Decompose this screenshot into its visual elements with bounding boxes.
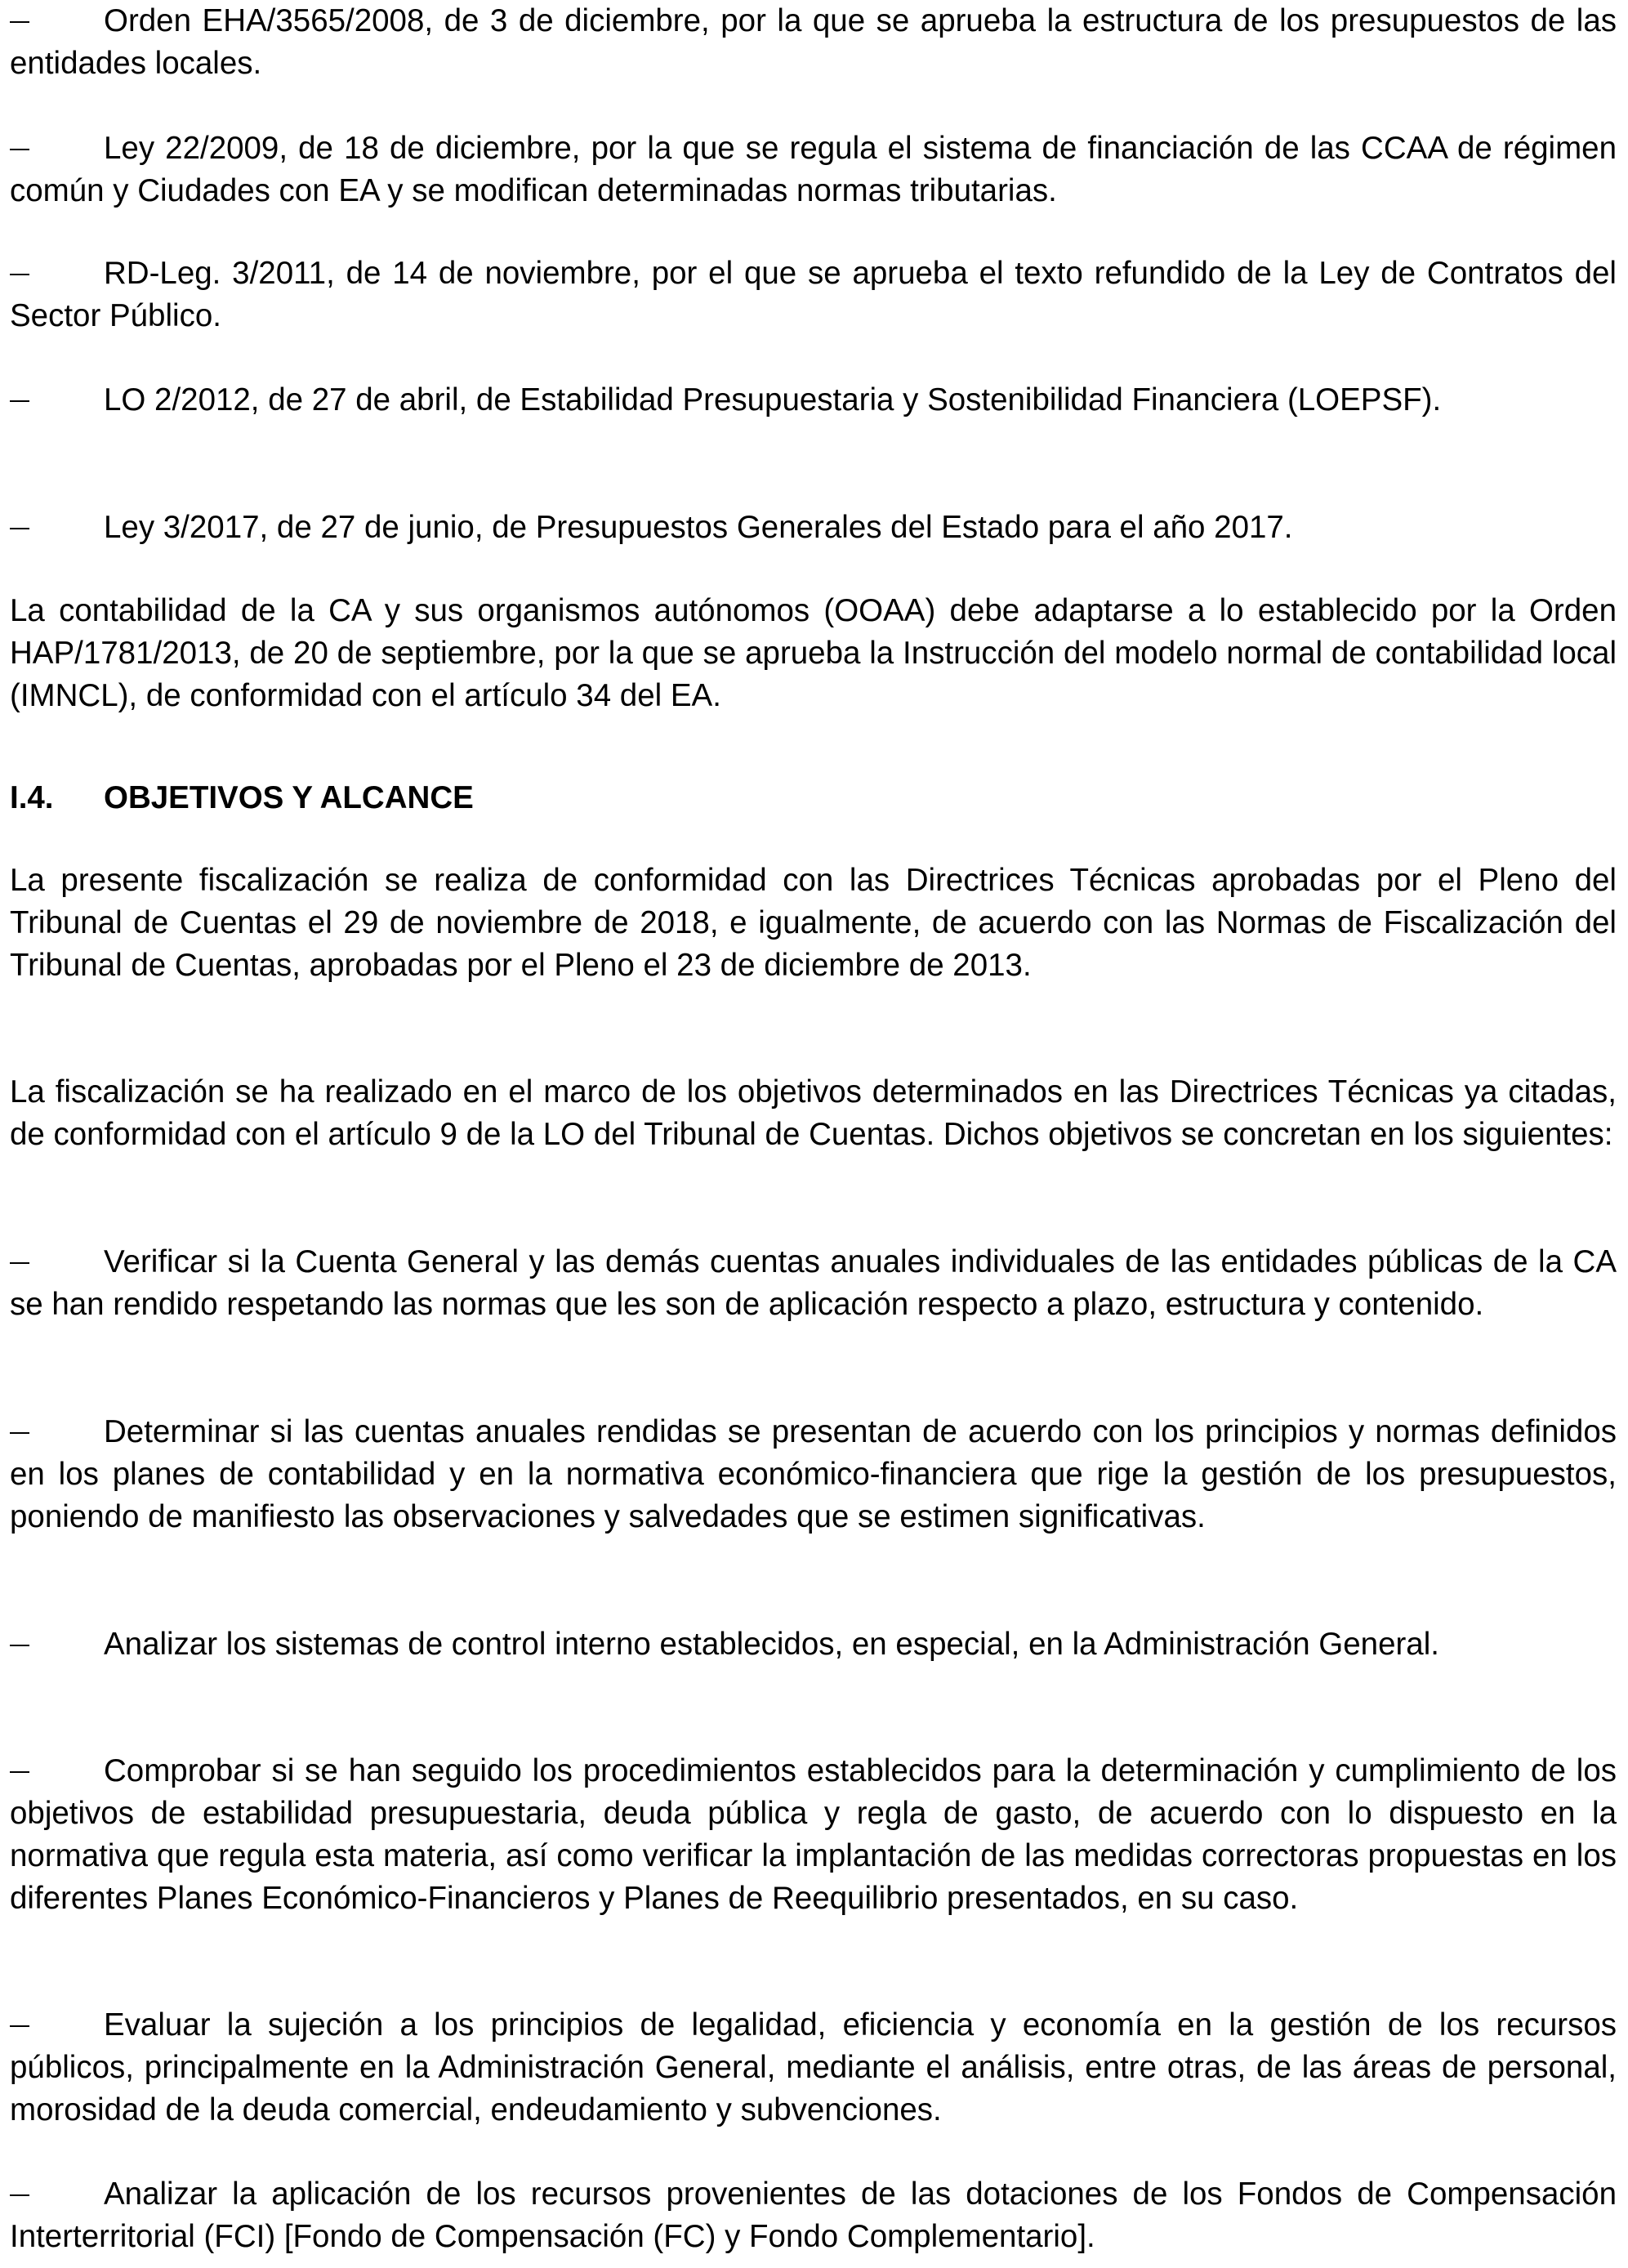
dash-bullet-icon [10,1432,29,1434]
paragraph-contabilidad: La contabilidad de la CA y sus organismos autónomos (OOAA) debe adaptarse a lo establecido por la Orden HAP/1781/2013, de 20 de septiembre, por la que se aprueba la Instrucción del modelo normal de contabilidad local (IMNCL), de conformidad con el artículo 34 del EA. [10,593,1617,713]
dash-bullet-icon [10,2025,29,2027]
paragraph-objetivos: La fiscalización se ha realizado en el marco de los objetivos determinados en las Directrices Técnicas ya citadas, de conformidad con el artículo 9 de la LO del Tribunal de Cuentas. Dichos objetivos se concretan en los siguientes: [10,1074,1617,1152]
dash-bullet-icon [10,149,29,150]
dash-bullet-icon [10,1645,29,1646]
list-item: Analizar los sistemas de control interno establecidos, en especial, en la Administración General. [10,1623,1617,1666]
dash-bullet-icon [10,274,29,275]
section-heading [10,777,1617,819]
dash-bullet-icon [10,528,29,529]
list-item: Determinar si las cuentas anuales rendidas se presentan de acuerdo con los principios y normas definidos en los planes de contabilidad y en la normativa económico-financiera que rige la gestión de los presupuestos, poniendo de manifiesto las observaciones y salvedades que se estimen significativas. [10,1414,1617,1534]
list-item: Verificar si la Cuenta General y las demás cuentas anuales individuales de las entidades públicas de la CA se han rendido respetando las normas que les son de aplicación respecto a plazo, estructura y contenido. [10,1244,1617,1322]
paragraph-fiscalizacion: La presente fiscalización se realiza de conformidad con las Directrices Técnicas aprobadas por el Pleno del Tribunal de Cuentas el 29 de noviembre de 2018, e igualmente, de acuerdo con las Normas de Fiscalización del Tribunal de Cuentas, aprobadas por el Pleno el 23 de diciembre de 2013. [10,863,1617,983]
list-item: Ley 22/2009, de 18 de diciembre, por la que se regula el sistema de financiación de las CCAA de régimen común y Ciudades con EA y se modifican determinadas normas tributarias. [10,131,1617,208]
dash-bullet-icon [10,2194,29,2196]
list-item: Orden EHA/3565/2008, de 3 de diciembre, por la que se aprueba la estructura de los presupuestos de las entidades locales. [10,3,1617,81]
section-number: I.4. [10,780,54,815]
dash-bullet-icon [10,1262,29,1264]
section-title: OBJETIVOS Y ALCANCE [104,780,474,815]
list-item: Analizar la aplicación de los recursos provenientes de las dotaciones de los Fondos de Compensación Interterritorial (FCI) [Fondo de Compensación (FC) y Fondo Complementario]. [10,2176,1617,2254]
list-item: Evaluar la sujeción a los principios de legalidad, eficiencia y economía en la gestión de los recursos públicos, principalmente en la Administración General, mediante el análisis, entre otras, de las áreas de personal, morosidad de la deuda comercial, endeudamiento y subvenciones. [10,2007,1617,2127]
list-item: LO 2/2012, de 27 de abril, de Estabilidad Presupuestaria y Sostenibilidad Financiera (LOEPSF). [10,379,1617,422]
list-item: Ley 3/2017, de 27 de junio, de Presupuestos Generales del Estado para el año 2017. [10,507,1617,549]
dash-bullet-icon [10,400,29,402]
dash-bullet-icon [10,1771,29,1773]
dash-bullet-icon [10,21,29,23]
list-item: RD-Leg. 3/2011, de 14 de noviembre, por el que se aprueba el texto refundido de la Ley de Contratos del Sector Público. [10,256,1617,333]
list-item: Comprobar si se han seguido los procedimientos establecidos para la determinación y cumplimiento de los objetivos de estabilidad presupuestaria, deuda pública y regla de gasto, de acuerdo con lo dispuesto en la normativa que regula esta materia, así como verificar la implantación de las medidas correctoras propuestas en los diferentes Planes Económico-Financieros y Planes de Reequilibrio presentados, en su caso. [10,1753,1617,1916]
